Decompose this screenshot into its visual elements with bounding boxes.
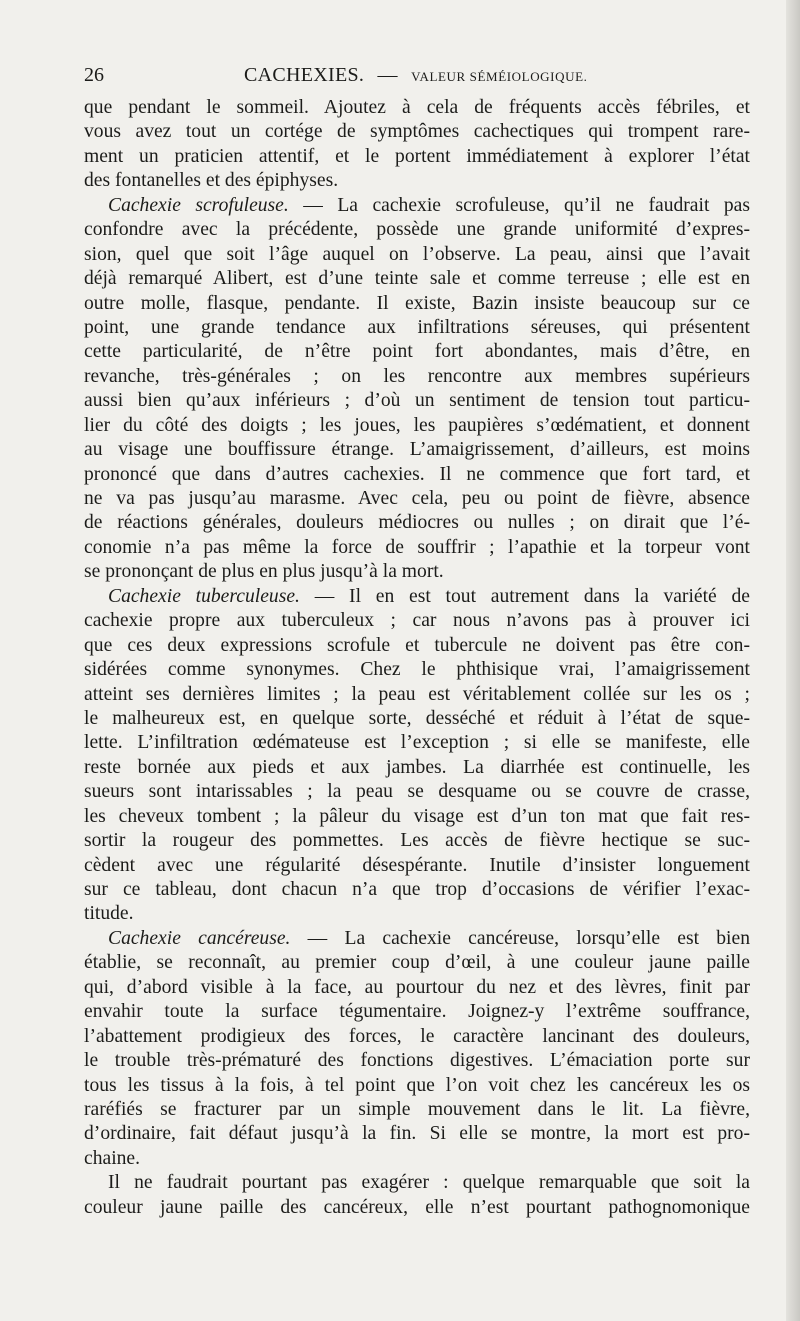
line-text: outre molle, flasque, pendante. Il existe, Bazin insiste beaucoup sur ce <box>84 292 750 314</box>
text-line <box>84 389 750 413</box>
text-line <box>84 854 750 878</box>
text-line <box>84 536 750 560</box>
line-text: — La cachexie cancéreuse, lorsqu’elle est bien <box>290 927 750 949</box>
line-text: déjà remarqué Alibert, est d’une teinte sale et comme terreuse ; elle est en <box>84 268 750 290</box>
text-line <box>84 267 750 291</box>
line-text: conomie n’a pas même la force de souffrir ; l’apathie et la torpeur vont <box>84 536 750 558</box>
text-line <box>84 951 750 975</box>
text-line <box>84 1098 750 1122</box>
line-text: au visage une bouffissure étrange. L’amaigrissement, d’ailleurs, est moins <box>84 439 750 461</box>
text-line <box>84 292 750 316</box>
line-text: ment un praticien attentif, et le portent immédiatement à explorer l’état <box>84 145 750 167</box>
line-text: ne va pas jusqu’au marasme. Avec cela, peu ou point de fièvre, absence <box>84 488 750 509</box>
text-line <box>84 316 750 340</box>
line-text: d’ordinaire, fait défaut jusqu’à la fin. Si elle se montre, la mort est pro- <box>84 1123 750 1145</box>
page-number: 26 <box>84 64 104 86</box>
line-text: cachexie propre aux tuberculeux ; car nous n’avons pas à prouver ici <box>84 610 750 632</box>
line-text: que ces deux expressions scrofule et tubercule ne doivent pas être con- <box>84 634 750 656</box>
text-line <box>84 1147 750 1171</box>
text-line <box>84 805 750 829</box>
line-text: chaine. <box>84 1147 141 1169</box>
text-line <box>84 731 750 755</box>
running-header <box>84 60 750 90</box>
line-text: tous les tissus à la fois, à tel point que l’on voit chez les cancéreux les os <box>84 1074 750 1096</box>
line-text: des fontanelles et des épiphyses. <box>84 170 339 192</box>
line-text: confondre avec la précédente, possède une grande uniformité d’expres- <box>84 219 750 241</box>
text-line <box>84 976 750 1000</box>
running-title-sub: VALEUR SÉMÉIOLOGIQUE. <box>411 69 588 84</box>
line-text: cèdent avec une régularité désespérante. Inutile d’insister longuement <box>84 854 750 876</box>
line-text: sion, quel que soit l’âge auquel on l’observe. La peau, ainsi que l’avait <box>84 243 750 265</box>
text-line <box>84 487 750 511</box>
text-line <box>84 1049 750 1073</box>
running-title-dash: — <box>377 64 398 86</box>
running-title <box>244 60 587 92</box>
line-text: lier du côté des doigts ; les joues, les paupières s’œdématient, et donnent <box>84 414 750 436</box>
text-line <box>84 1122 750 1146</box>
line-text: sur ce tableau, dont chacun n’a que trop d’occasions de vérifier l’exac- <box>84 879 750 900</box>
text-line <box>84 609 750 633</box>
line-text: l’abattement prodigieux des forces, le caractère lancinant des douleurs, <box>84 1025 750 1047</box>
page-edge-shadow <box>786 0 800 1321</box>
section-heading: Cachexie tuberculeuse. <box>108 585 300 607</box>
line-text: sidérées comme synonymes. Chez le phthisique vrai, l’amaigrissement <box>84 659 750 681</box>
text-line <box>84 902 750 926</box>
text-line <box>84 169 750 193</box>
text-line <box>84 634 750 658</box>
line-text: sortir la rougeur des pommettes. Les accès de fièvre hectique se suc- <box>84 830 750 852</box>
text-line <box>84 340 750 364</box>
section-heading: Cachexie cancéreuse. <box>108 927 291 949</box>
text-line <box>84 756 750 780</box>
text-line <box>84 365 750 389</box>
text-line <box>84 1074 750 1098</box>
line-text: le malheureux est, en quelque sorte, desséché et réduit à l’état de sque- <box>84 707 750 729</box>
line-text: prononcé que dans d’autres cachexies. Il ne commence que fort tard, et <box>84 463 750 485</box>
line-text: lette. L’infiltration œdémateuse est l’exception ; si elle se manifeste, elle <box>84 732 750 754</box>
line-text: revanche, très-générales ; on les rencontre aux membres supérieurs <box>84 365 750 387</box>
text-line <box>84 1196 750 1220</box>
text-line <box>84 878 750 902</box>
line-text: — Il en est tout autrement dans la variété de <box>299 585 750 607</box>
line-text: les cheveux tombent ; la pâleur du visage est d’un ton mat que fait res- <box>84 805 750 827</box>
text-line <box>84 1171 750 1195</box>
line-text: se prononçant de plus en plus jusqu’à la mort. <box>84 561 444 583</box>
text-line <box>84 145 750 169</box>
text-line <box>84 96 750 120</box>
line-text: couleur jaune paille des cancéreux, elle n’est pourtant pathognomonique <box>84 1196 750 1218</box>
line-text: que pendant le sommeil. Ajoutez à cela de fréquents accès fébriles, et <box>84 97 750 118</box>
line-text: de réactions générales, douleurs médiocres ou nulles ; on dirait que l’é- <box>84 512 750 534</box>
text-line <box>84 511 750 535</box>
text-line <box>84 1025 750 1049</box>
text-line <box>84 658 750 682</box>
text-line <box>84 560 750 584</box>
line-text: reste bornée aux pieds et aux jambes. La diarrhée est continuelle, les <box>84 756 750 778</box>
line-text: aussi bien qu’aux inférieurs ; d’où un sentiment de tension tout particu- <box>84 390 750 412</box>
line-text: vous avez tout un cortége de symptômes cachectiques qui trompent rare- <box>84 121 750 143</box>
line-text: établie, se reconnaît, au premier coup d’œil, à une couleur jaune paille <box>84 952 750 974</box>
text-line <box>84 218 750 242</box>
line-text: raréfiés se fracturer par un simple mouvement dans le lit. La fièvre, <box>84 1098 750 1120</box>
line-text: cette particularité, de n’être point fort abondantes, mais d’être, en <box>84 341 750 363</box>
line-text: — La cachexie scrofuleuse, qu’il ne faudrait pas <box>288 194 750 216</box>
text-line <box>84 780 750 804</box>
line-text: le trouble très-prématuré des fonctions digestives. L’émaciation porte sur <box>84 1050 750 1072</box>
text-line <box>84 683 750 707</box>
text-line <box>84 585 750 609</box>
line-text: qui, d’abord visible à la face, au pourtour du nez et des lèvres, finit par <box>84 976 750 998</box>
text-line <box>84 414 750 438</box>
line-text: atteint ses dernières limites ; la peau est véritablement collée sur les os ; <box>84 683 750 705</box>
running-title-main: CACHEXIES. <box>244 64 365 86</box>
text-line <box>84 194 750 218</box>
line-text: titude. <box>84 903 134 925</box>
text-line <box>84 1000 750 1024</box>
line-text: envahir toute la surface tégumentaire. Joignez-y l’extrême souffrance, <box>84 1001 750 1023</box>
text-line <box>84 438 750 462</box>
text-line <box>84 120 750 144</box>
text-line <box>84 707 750 731</box>
line-text: sueurs sont intarissables ; la peau se desquame ou se couvre de crasse, <box>84 781 750 803</box>
text-line <box>84 243 750 267</box>
text-line <box>84 463 750 487</box>
text-line <box>84 927 750 951</box>
line-text: point, une grande tendance aux infiltrations séreuses, qui présentent <box>84 316 750 338</box>
section-heading: Cachexie scrofuleuse. <box>108 194 289 216</box>
text-line <box>84 829 750 853</box>
line-text: Il ne faudrait pourtant pas exagérer : quelque remarquable que soit la <box>108 1172 750 1194</box>
body-text <box>84 96 750 1220</box>
